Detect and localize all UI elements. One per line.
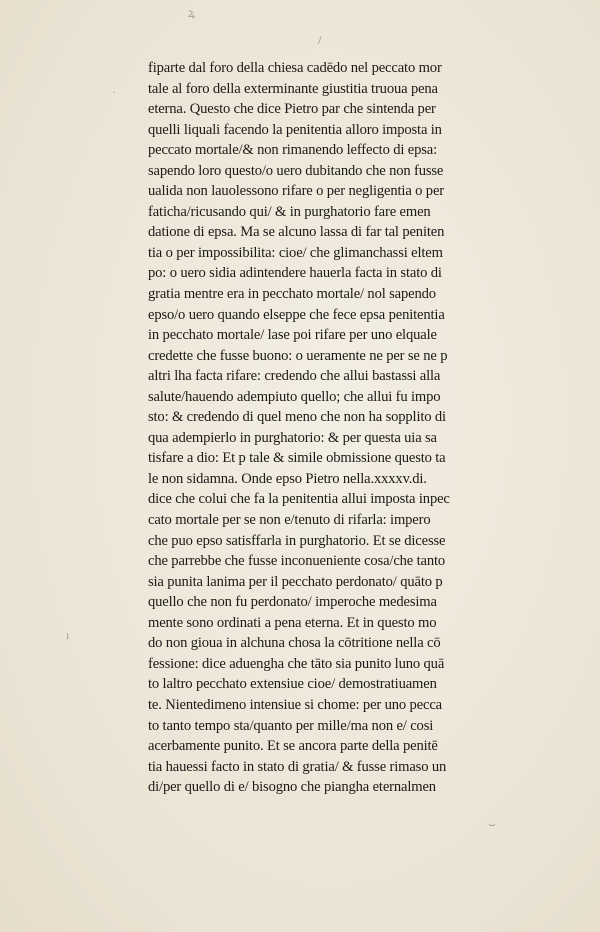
text-line: tia o per impossibilita: cioe/ che glimanchassi eltem (148, 244, 443, 261)
text-line: to tanto tempo sta/quanto per mille/ma non e/ cosi (148, 717, 434, 734)
text-line: cato mortale per se non e/tenuto di rifarla: impero (148, 512, 431, 529)
text-line: salute/hauendo adempiuto quello; che allui fu impo (148, 388, 441, 405)
text-line: epso/o uero quando elseppe che fece epsa penitentia (148, 306, 445, 323)
text-line: fiparte dal foro della chiesa cadēdo nel peccato mor (148, 60, 442, 76)
text-line: mente sono ordinati a pena eterna. Et in questo mo (148, 614, 437, 631)
text-line: credette che fusse buono: o ueramente ne per se ne p (148, 347, 448, 364)
text-line: te. Nientedimeno intensiue si chome: per uno pecca (148, 696, 443, 713)
text-line: tisfare a dio: Et p tale & simile obmissione questo ta (148, 450, 446, 467)
margin-mark: ⌣ (488, 817, 496, 831)
text-line: do non gioua in alchuna chosa la cōtritione nella cō (148, 635, 441, 652)
text-line: eterna. Questo che dice Pietro par che sintenda per (148, 101, 436, 118)
text-line: datione di epsa. Ma se alcuno lassa di far tal peniten (148, 224, 445, 241)
text-line: faticha/ricusando qui/ & in purghatorio fare emen (148, 203, 431, 220)
margin-mark: ˎ (112, 80, 116, 94)
text-line: sto: & credendo di quel meno che non ha sopplito di (148, 409, 446, 426)
text-line: to laltro pecchato extensiue cioe/ demostratiuamen (148, 676, 437, 693)
folio-number: / (318, 33, 322, 47)
text-line: altri lha facta rifare: credendo che allui bastassi alla (148, 368, 441, 385)
text-line: che puo epso satisffarla in purghatorio. Et se dicesse (148, 532, 446, 549)
text-line: acerbamente punito. Et se ancora parte della penitē (148, 738, 438, 755)
text-line: che parrebbe che fusse inconueniente cosa/che tanto (148, 553, 446, 570)
text-line: gratia mentre era in pecchato mortale/ nol sapendo (148, 286, 436, 303)
text-line: po: o uero sidia adintendere hauerla facta in stato di (148, 265, 442, 282)
text-line: fessione: dice aduengha che tāto sia punito luno quā (148, 655, 445, 672)
margin-mark: ı (66, 628, 70, 642)
text-line: tia hauessi facto in stato di gratia/ & fusse rimaso un (148, 758, 447, 775)
text-line: sapendo loro questo/o uero dubitando che non fusse (148, 162, 444, 179)
text-line: tale al foro della exterminante giustitia truoua pena (148, 80, 438, 97)
text-line: dice che colui che fa la penitentia allui imposta inpec (148, 491, 450, 508)
faint-mark: ꝝ (188, 6, 195, 20)
text-line: le non sidamna. Onde epso Pietro nella.xxxxv.di. (148, 470, 427, 487)
text-line: quelli liquali facendo la penitentia alloro imposta in (148, 121, 442, 138)
text-line: peccato mortale/& non rimanendo leffecto di epsa: (148, 142, 438, 159)
text-line: di/per quello di e/ bisogno che piangha eternalmen (148, 779, 436, 796)
text-block (148, 58, 548, 798)
text-line: quello che non fu perdonato/ imperoche medesima (148, 594, 437, 611)
text-line: ualida non lauolessono rifare o per negligentia o per (148, 183, 444, 200)
text-line: qua adempierlo in purghatorio: & per questa uia sa (148, 429, 437, 446)
text-line: sia punita lanima per il pecchato perdonato/ quāto p (148, 573, 443, 590)
text-line: in pecchato mortale/ lase poi rifare per uno elquale (148, 327, 437, 344)
